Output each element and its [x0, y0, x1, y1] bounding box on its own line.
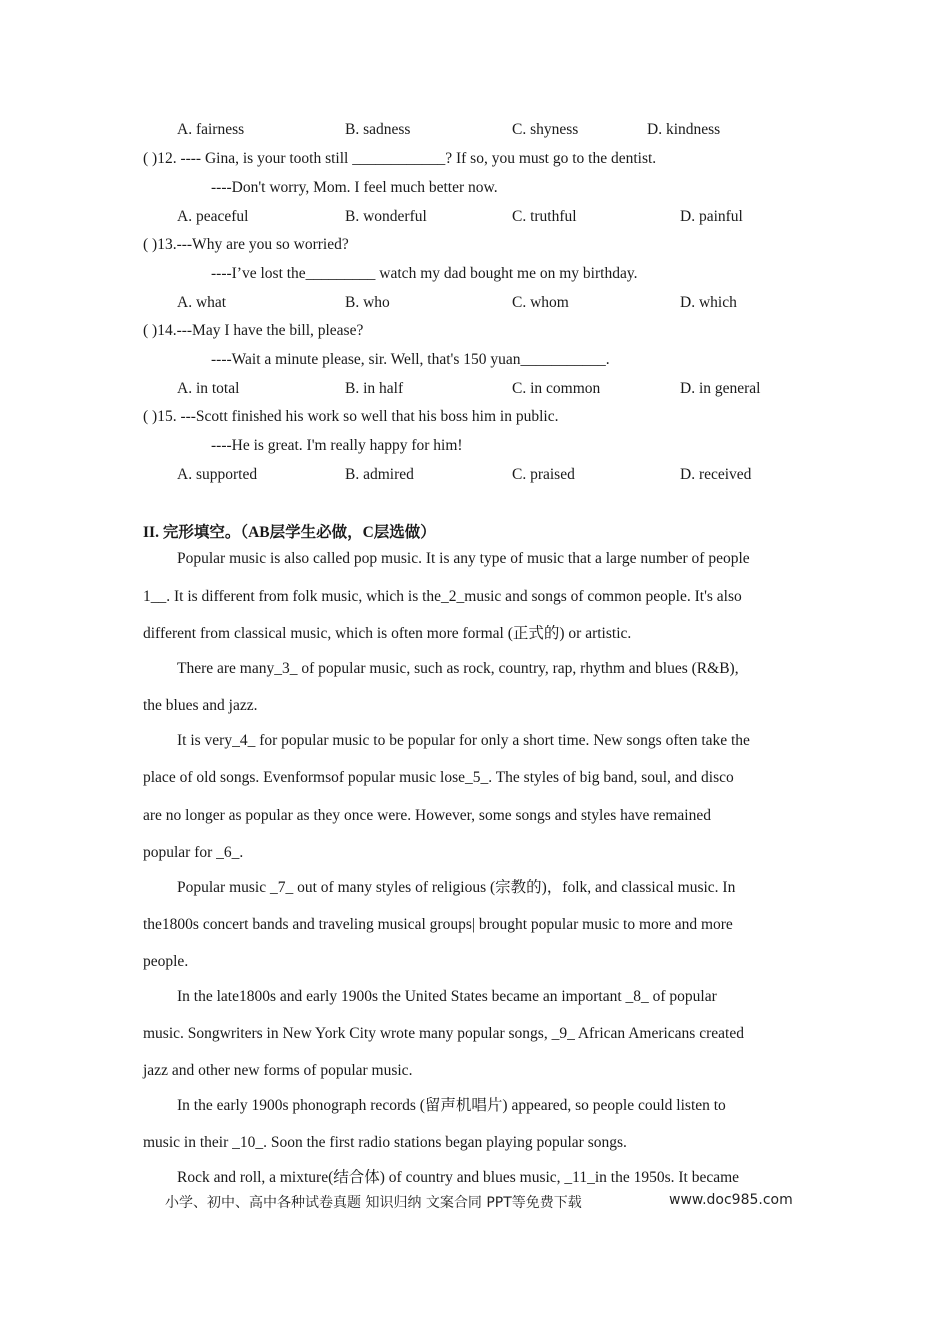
passage-line: popular for _6_. [143, 844, 244, 861]
q11-option-c: C. shyness [512, 121, 579, 138]
q12-option-d: D. painful [680, 208, 743, 225]
q15-option-a: A. supported [177, 466, 258, 483]
passage-line: the blues and jazz. [143, 697, 258, 714]
passage-line: are no longer as popular as they once were. However, some songs and styles have remained [143, 807, 711, 824]
q12-question: ( )12. ---- Gina, is your tooth still ____________? If so, you must go to the dentist. [143, 150, 657, 167]
passage-line: In the late1800s and early 1900s the United States became an important _8_ of popular [177, 988, 717, 1005]
q15-option-c: C. praised [512, 466, 575, 483]
q13-question: ( )13.---Why are you so worried? [143, 236, 349, 253]
q12-option-c: C. truthful [512, 208, 577, 225]
passage-line: Popular music is also called pop music. It is any type of music that a large number of people [177, 550, 750, 567]
passage-line: 1__. It is different from folk music, which is the_2_music and songs of common people. It's also [143, 588, 742, 605]
footer-url[interactable]: www.doc985.com [669, 1192, 793, 1208]
passage-line: jazz and other new forms of popular music. [143, 1062, 413, 1079]
q14-option-c: C. in common [512, 380, 601, 397]
q14-option-d: D. in general [680, 380, 761, 397]
section-heading: II. 完形填空。（AB层学生必做，C层选做） [143, 524, 436, 541]
q13-option-c: C. whom [512, 294, 569, 311]
q12-option-a: A. peaceful [177, 208, 249, 225]
q15-option-b: B. admired [345, 466, 414, 483]
passage-line: music. Songwriters in New York City wrote many popular songs, _9_ African Americans created [143, 1025, 744, 1042]
q12-response: ----Don't worry, Mom. I feel much better now. [211, 179, 498, 196]
q15-question: ( )15. ---Scott finished his work so well that his boss him in public. [143, 408, 559, 425]
footer-text: 小学、初中、高中各种试卷真题 知识归纳 文案合同 PPT等免费下载 [165, 1195, 582, 1211]
passage-line: Rock and roll, a mixture(结合体) of country and blues music, _11_in the 1950s. It became [177, 1169, 740, 1186]
q15-response: ----He is great. I'm really happy for him! [211, 437, 463, 454]
q14-question: ( )14.---May I have the bill, please? [143, 322, 364, 339]
q15-option-d: D. received [680, 466, 752, 483]
q14-option-a: A. in total [177, 380, 240, 397]
passage-line: different from classical music, which is often more formal (正式的) or artistic. [143, 625, 632, 642]
passage-line: music in their _10_. Soon the first radio stations began playing popular songs. [143, 1134, 627, 1151]
passage-line: Popular music _7_ out of many styles of religious (宗教的)，folk, and classical music. In [177, 879, 736, 896]
q11-option-d: D. kindness [647, 121, 721, 138]
passage-line: people. [143, 953, 189, 970]
q11-option-a: A. fairness [177, 121, 245, 138]
q13-option-b: B. who [345, 294, 390, 311]
passage-line: It is very_4_ for popular music to be popular for only a short time. New songs often take the [177, 732, 750, 749]
q14-response: ----Wait a minute please, sir. Well, that's 150 yuan___________. [211, 351, 610, 368]
passage-line: place of old songs. Evenformsof popular music lose_5_. The styles of big band, soul, and disco [143, 769, 734, 786]
passage-line: the1800s concert bands and traveling musical groups| brought popular music to more and more [143, 916, 733, 933]
q13-option-d: D. which [680, 294, 737, 311]
q13-response: ----I’ve lost the_________ watch my dad bought me on my birthday. [211, 265, 638, 282]
footer [165, 1192, 793, 1212]
q14-option-b: B. in half [345, 380, 404, 397]
q12-option-b: B. wonderful [345, 208, 427, 225]
passage-line: There are many_3_ of popular music, such as rock, country, rap, rhythm and blues (R&B), [177, 660, 739, 677]
q11-option-b: B. sadness [345, 121, 411, 138]
passage-line: In the early 1900s phonograph records (留声机唱片) appeared, so people could listen to [177, 1097, 726, 1114]
q13-option-a: A. what [177, 294, 227, 311]
